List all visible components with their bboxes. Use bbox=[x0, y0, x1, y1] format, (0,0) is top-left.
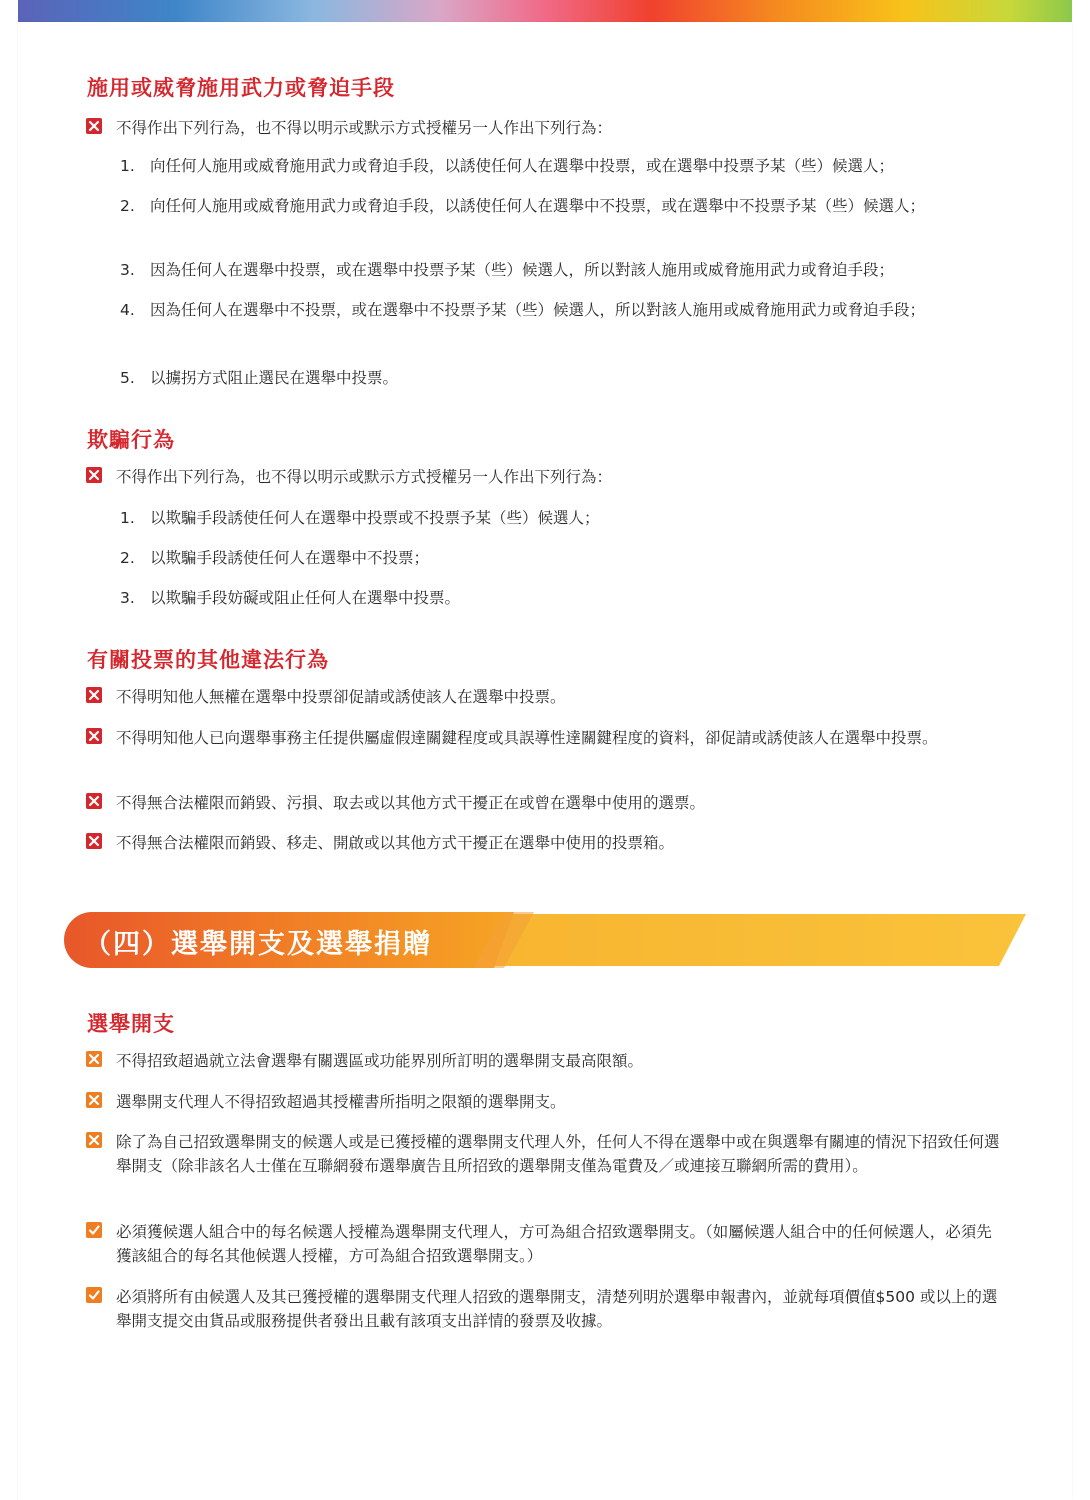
cross-icon bbox=[86, 118, 102, 134]
list-item bbox=[120, 194, 1006, 218]
list-item bbox=[120, 546, 1006, 570]
list-text: 因為任何人在選舉中不投票，或在選舉中不投票予某（些）候選人，所以對該人施用或威脅施用武力或脅迫手段； bbox=[150, 301, 926, 319]
banner-title: （四）選舉開支及選舉捐贈 bbox=[84, 929, 432, 960]
list-text: 因為任何人在選舉中投票，或在選舉中投票予某（些）候選人，所以對該人施用或威脅施用武力或脅迫手段； bbox=[150, 261, 895, 279]
heading-election-expenses: 選舉開支 bbox=[87, 1012, 175, 1036]
check-icon bbox=[86, 1222, 102, 1238]
cross-icon bbox=[86, 1132, 102, 1148]
list-text: 以欺騙手段誘使任何人在選舉中投票或不投票予某（些）候選人； bbox=[150, 509, 600, 527]
rule-item bbox=[86, 1090, 1006, 1114]
rule-item bbox=[86, 1130, 1006, 1178]
rule-text: 不得招致超過就立法會選舉有關選區或功能界別所訂明的選舉開支最高限額。 bbox=[116, 1052, 644, 1070]
rule-text: 必須獲候選人組合中的每名候選人授權為選舉開支代理人，方可為組合招致選舉開支。（如屬候選人組合中的任何候選人，必須先獲該組合的每名其他候選人授權，方可為組合招致選舉開支。） bbox=[116, 1223, 992, 1265]
list-text: 以欺騙手段妨礙或阻止任何人在選舉中投票。 bbox=[150, 589, 461, 607]
list-item bbox=[120, 258, 1006, 282]
rule-text: 不得作出下列行為，也不得以明示或默示方式授權另一人作出下列行為： bbox=[116, 468, 613, 486]
heading-other-offences: 有關投票的其他違法行為 bbox=[87, 648, 329, 672]
heading-force: 施用或威脅施用武力或脅迫手段 bbox=[87, 76, 395, 100]
list-text: 以擄拐方式阻止選民在選舉中投票。 bbox=[150, 369, 399, 387]
list-number: 3. bbox=[120, 261, 135, 279]
cross-icon bbox=[86, 1051, 102, 1067]
rule-item bbox=[86, 1285, 1006, 1333]
rule-fraud-intro bbox=[86, 465, 1006, 489]
rule-text: 不得明知他人已向選舉事務主任提供屬虛假達關鍵程度或具誤導性達關鍵程度的資料，卻促請或誘使該人在選舉中投票。 bbox=[116, 729, 938, 747]
list-number: 2. bbox=[120, 197, 135, 215]
check-icon bbox=[86, 1287, 102, 1303]
rainbow-header-bar bbox=[18, 0, 1072, 22]
rule-text: 選舉開支代理人不得招致超過其授權書所指明之限額的選舉開支。 bbox=[116, 1093, 566, 1111]
rule-text: 不得無合法權限而銷毀、污損、取去或以其他方式干擾正在或曾在選舉中使用的選票。 bbox=[116, 794, 706, 812]
page-sheet bbox=[18, 22, 1072, 1500]
list-item bbox=[120, 154, 1006, 178]
rule-text: 不得作出下列行為，也不得以明示或默示方式授權另一人作出下列行為： bbox=[116, 119, 613, 137]
list-item bbox=[120, 586, 1006, 610]
list-text: 向任何人施用或威脅施用武力或脅迫手段，以誘使任何人在選舉中不投票，或在選舉中不投票予某（些）候選人； bbox=[150, 197, 926, 215]
rule-item bbox=[86, 726, 1006, 750]
list-number: 1. bbox=[120, 509, 135, 527]
list-number: 2. bbox=[120, 549, 135, 567]
rule-force-intro bbox=[86, 116, 1006, 140]
list-item bbox=[120, 298, 1006, 322]
rule-item bbox=[86, 831, 1006, 855]
list-number: 5. bbox=[120, 369, 135, 387]
cross-icon bbox=[86, 687, 102, 703]
rule-item bbox=[86, 1049, 1006, 1073]
heading-fraud: 欺騙行為 bbox=[87, 428, 175, 452]
rule-text: 除了為自己招致選舉開支的候選人或是已獲授權的選舉開支代理人外，任何人不得在選舉中或在與選舉有關連的情況下招致任何選舉開支（除非該名人士僅在互聯網發布選舉廣告且所招致的選舉開支僅為電費及／或連接互聯網所需的費用）。 bbox=[116, 1133, 1000, 1175]
section-banner bbox=[64, 912, 1030, 968]
rule-text: 必須將所有由候選人及其已獲授權的選舉開支代理人招致的選舉開支，清楚列明於選舉申報書內，並就每項價值$500 或以上的選舉開支提交由貨品或服務提供者發出且載有該項支出詳情的發票及收據。 bbox=[116, 1288, 998, 1330]
list-item bbox=[120, 506, 1006, 530]
list-item bbox=[120, 366, 1006, 390]
cross-icon bbox=[86, 467, 102, 483]
list-number: 3. bbox=[120, 589, 135, 607]
list-text: 以欺騙手段誘使任何人在選舉中不投票； bbox=[150, 549, 430, 567]
rule-item bbox=[86, 791, 1006, 815]
list-number: 1. bbox=[120, 157, 135, 175]
cross-icon bbox=[86, 1092, 102, 1108]
cross-icon bbox=[86, 793, 102, 809]
list-number: 4. bbox=[120, 301, 135, 319]
list-text: 向任何人施用或威脅施用武力或脅迫手段，以誘使任何人在選舉中投票，或在選舉中投票予某（些）候選人； bbox=[150, 157, 895, 175]
rule-text: 不得無合法權限而銷毀、移走、開啟或以其他方式干擾正在選舉中使用的投票箱。 bbox=[116, 834, 675, 852]
cross-icon bbox=[86, 728, 102, 744]
rule-text: 不得明知他人無權在選舉中投票卻促請或誘使該人在選舉中投票。 bbox=[116, 688, 566, 706]
rule-item bbox=[86, 1220, 1006, 1268]
cross-icon bbox=[86, 833, 102, 849]
rule-item bbox=[86, 685, 1006, 709]
